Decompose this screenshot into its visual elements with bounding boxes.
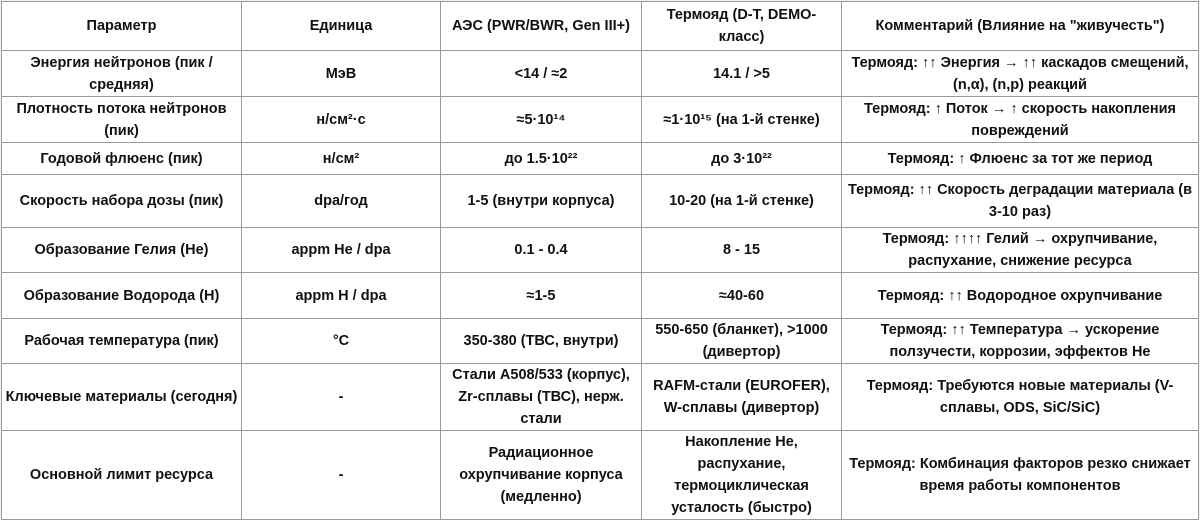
cell-comment: Термояд: Комбинация факторов резко снижает время работы компонентов: [842, 431, 1199, 520]
cell-parameter: Скорость набора дозы (пик): [2, 175, 242, 228]
cell-comment: Термояд: ↑ Поток → ↑ скорость накопления повреждений: [842, 97, 1199, 143]
cell-fusion: до 3·10²²: [642, 143, 842, 175]
cell-npp: ≈1-5: [441, 273, 642, 319]
comparison-table-container: [1, 1, 1199, 520]
cell-unit: -: [242, 364, 441, 431]
table-header: [2, 2, 1199, 51]
cell-comment: Термояд: Требуются новые материалы (V-сплавы, ODS, SiC/SiC): [842, 364, 1199, 431]
cell-parameter: Ключевые материалы (сегодня): [2, 364, 242, 431]
table-row: [2, 319, 1199, 364]
cell-npp: <14 / ≈2: [441, 51, 642, 97]
cell-comment: Термояд: ↑↑↑↑ Гелий → охрупчивание, распухание, снижение ресурса: [842, 228, 1199, 273]
cell-parameter: Образование Гелия (He): [2, 228, 242, 273]
cell-npp: 1-5 (внутри корпуса): [441, 175, 642, 228]
table-row: [2, 97, 1199, 143]
cell-comment: Термояд: ↑↑ Температура → ускорение ползучести, коррозии, эффектов He: [842, 319, 1199, 364]
cell-unit: °C: [242, 319, 441, 364]
table-row: [2, 175, 1199, 228]
cell-unit: dpa/год: [242, 175, 441, 228]
table-row: [2, 431, 1199, 520]
cell-npp: Стали A508/533 (корпус), Zr-сплавы (ТВС), нерж. стали: [441, 364, 642, 431]
header-npp: АЭС (PWR/BWR, Gen III+): [441, 2, 642, 51]
cell-fusion: 8 - 15: [642, 228, 842, 273]
cell-fusion: 14.1 / >5: [642, 51, 842, 97]
header-parameter: Параметр: [2, 2, 242, 51]
header-unit: Единица: [242, 2, 441, 51]
cell-fusion: 10-20 (на 1-й стенке): [642, 175, 842, 228]
cell-fusion: 550-650 (бланкет), >1000 (дивертор): [642, 319, 842, 364]
header-row: [2, 2, 1199, 51]
cell-fusion: RAFM-стали (EUROFER), W-сплавы (дивертор): [642, 364, 842, 431]
cell-npp: ≈5·10¹⁴: [441, 97, 642, 143]
cell-npp: 0.1 - 0.4: [441, 228, 642, 273]
cell-parameter: Рабочая температура (пик): [2, 319, 242, 364]
header-fusion: Термояд (D-T, DEMO-класс): [642, 2, 842, 51]
cell-unit: н/см²: [242, 143, 441, 175]
table-row: [2, 364, 1199, 431]
cell-comment: Термояд: ↑↑ Энергия → ↑↑ каскадов смещений, (n,α), (n,p) реакций: [842, 51, 1199, 97]
cell-unit: appm H / dpa: [242, 273, 441, 319]
cell-comment: Термояд: ↑↑ Водородное охрупчивание: [842, 273, 1199, 319]
cell-parameter: Основной лимит ресурса: [2, 431, 242, 520]
cell-fusion: Накопление He, распухание, термоциклическая усталость (быстро): [642, 431, 842, 520]
cell-fusion: ≈1·10¹⁵ (на 1-й стенке): [642, 97, 842, 143]
cell-npp: до 1.5·10²²: [441, 143, 642, 175]
comparison-table: [1, 1, 1199, 520]
cell-parameter: Годовой флюенс (пик): [2, 143, 242, 175]
cell-unit: appm He / dpa: [242, 228, 441, 273]
cell-fusion: ≈40-60: [642, 273, 842, 319]
table-body: [2, 51, 1199, 520]
cell-comment: Термояд: ↑↑ Скорость деградации материала (в 3-10 раз): [842, 175, 1199, 228]
cell-npp: 350-380 (ТВС, внутри): [441, 319, 642, 364]
table-row: [2, 228, 1199, 273]
cell-npp: Радиационное охрупчивание корпуса (медленно): [441, 431, 642, 520]
cell-comment: Термояд: ↑ Флюенс за тот же период: [842, 143, 1199, 175]
cell-parameter: Плотность потока нейтронов (пик): [2, 97, 242, 143]
cell-parameter: Образование Водорода (H): [2, 273, 242, 319]
header-comment: Комментарий (Влияние на "живучесть"): [842, 2, 1199, 51]
table-row: [2, 273, 1199, 319]
table-row: [2, 51, 1199, 97]
table-row: [2, 143, 1199, 175]
cell-unit: -: [242, 431, 441, 520]
cell-parameter: Энергия нейтронов (пик / средняя): [2, 51, 242, 97]
cell-unit: н/см²·с: [242, 97, 441, 143]
cell-unit: МэВ: [242, 51, 441, 97]
